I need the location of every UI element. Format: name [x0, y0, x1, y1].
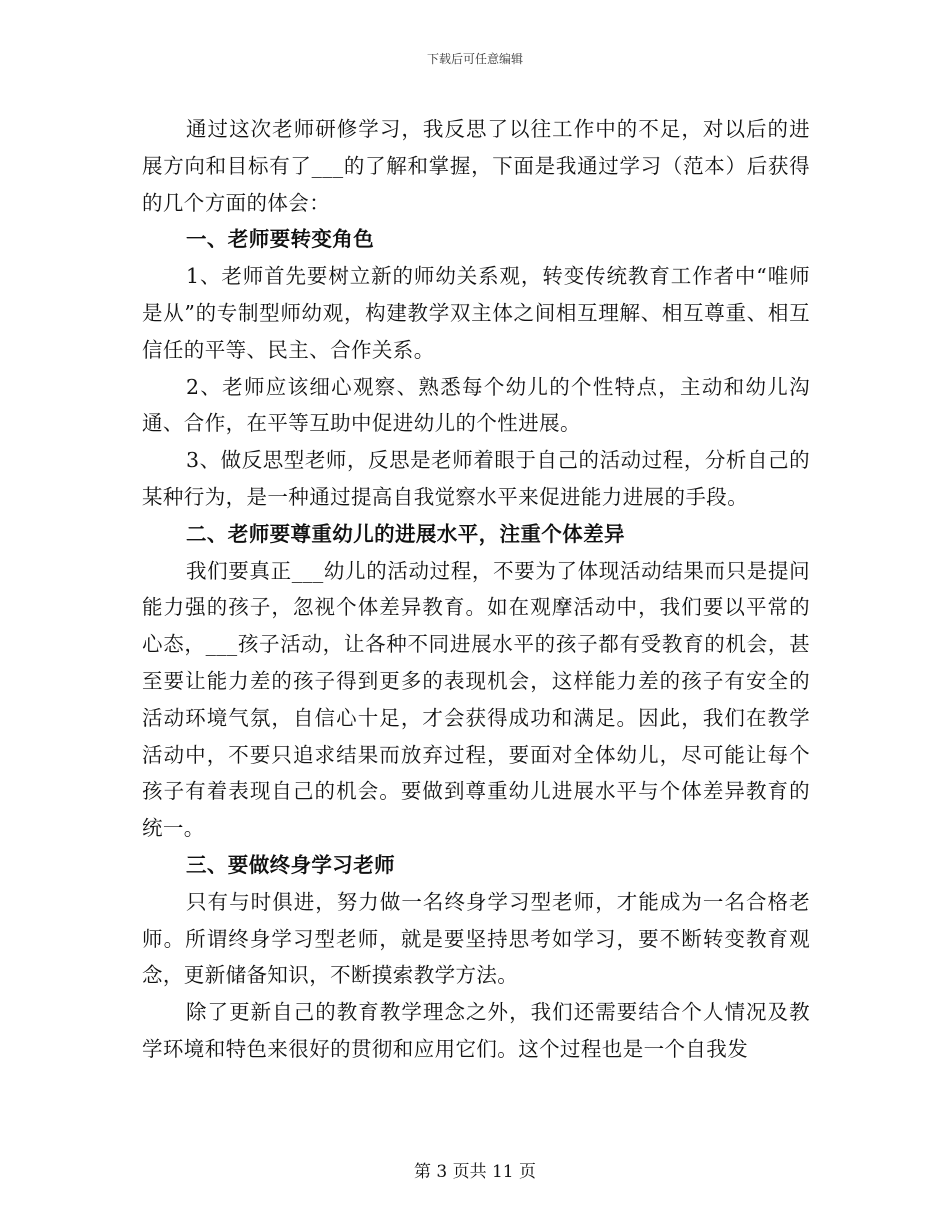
body-paragraph: 2、老师应该细心观察、熟悉每个幼儿的个性特点，主动和幼儿沟通、合作，在平等互助中促进幼儿的个性进展。: [142, 374, 810, 436]
intro-paragraph: 通过这次老师研修学习，我反思了以往工作中的不足，对以后的进展方向和目标有了___的了解和掌握，下面是我通过学习（范本）后获得的几个方面的体会：: [142, 117, 810, 215]
body-paragraph: 1、老师首先要树立新的师幼关系观，转变传统教育工作者中“唯师是从”的专制型师幼观，构建教学双主体之间相互理解、相互尊重、相互信任的平等、民主、合作关系。: [142, 264, 810, 362]
section-heading-1: 一、老师要转变角色: [186, 227, 375, 252]
body-paragraph: 除了更新自己的教育教学理念之外，我们还需要结合个人情况及教学环境和特色来很好的贯彻和应用它们。这个过程也是一个自我发: [142, 1000, 810, 1061]
body-paragraph: 3、做反思型老师，反思是老师着眼于自己的活动过程，分析自己的某种行为，是一种通过提高自我觉察水平来促进能力进展的手段。: [142, 448, 810, 509]
section-heading-3: 三、要做终身学习老师: [186, 852, 395, 877]
page-number: 第 3 页共 11 页: [413, 1162, 537, 1182]
body-paragraph: 我们要真正___幼儿的活动过程，不要为了体现活动结果而只是提问能力强的孩子，忽视个体差异教育。如在观摩活动中，我们要以平常的心态，___孩子活动，让各种不同进展水平的孩子都有受教育的机会，甚至要让能力差的孩子得到更多的表现机会，这样能力差的孩子有安全的活动环境气氛，自信心十足，才会获得成功和满足。因此，我们在教学活动中，不要只追求结果而放弃过程，要面对全体幼儿，尽可能让每个孩子有着表现自己的机会。要做到尊重幼儿进展水平与个体差异教育的统一。: [142, 558, 810, 841]
section-heading-2: 二、老师要尊重幼儿的进展水平，注重个体差异: [186, 521, 625, 546]
body-paragraph: 只有与时俱进，努力做一名终身学习型老师，才能成为一名合格老师。所谓终身学习型老师，就是要坚持思考如学习，要不断转变教育观念，更新储备知识，不断摸索教学方法。: [142, 889, 810, 988]
document-body: [142, 111, 810, 1068]
page-header: 下载后可任意编辑: [426, 52, 523, 66]
